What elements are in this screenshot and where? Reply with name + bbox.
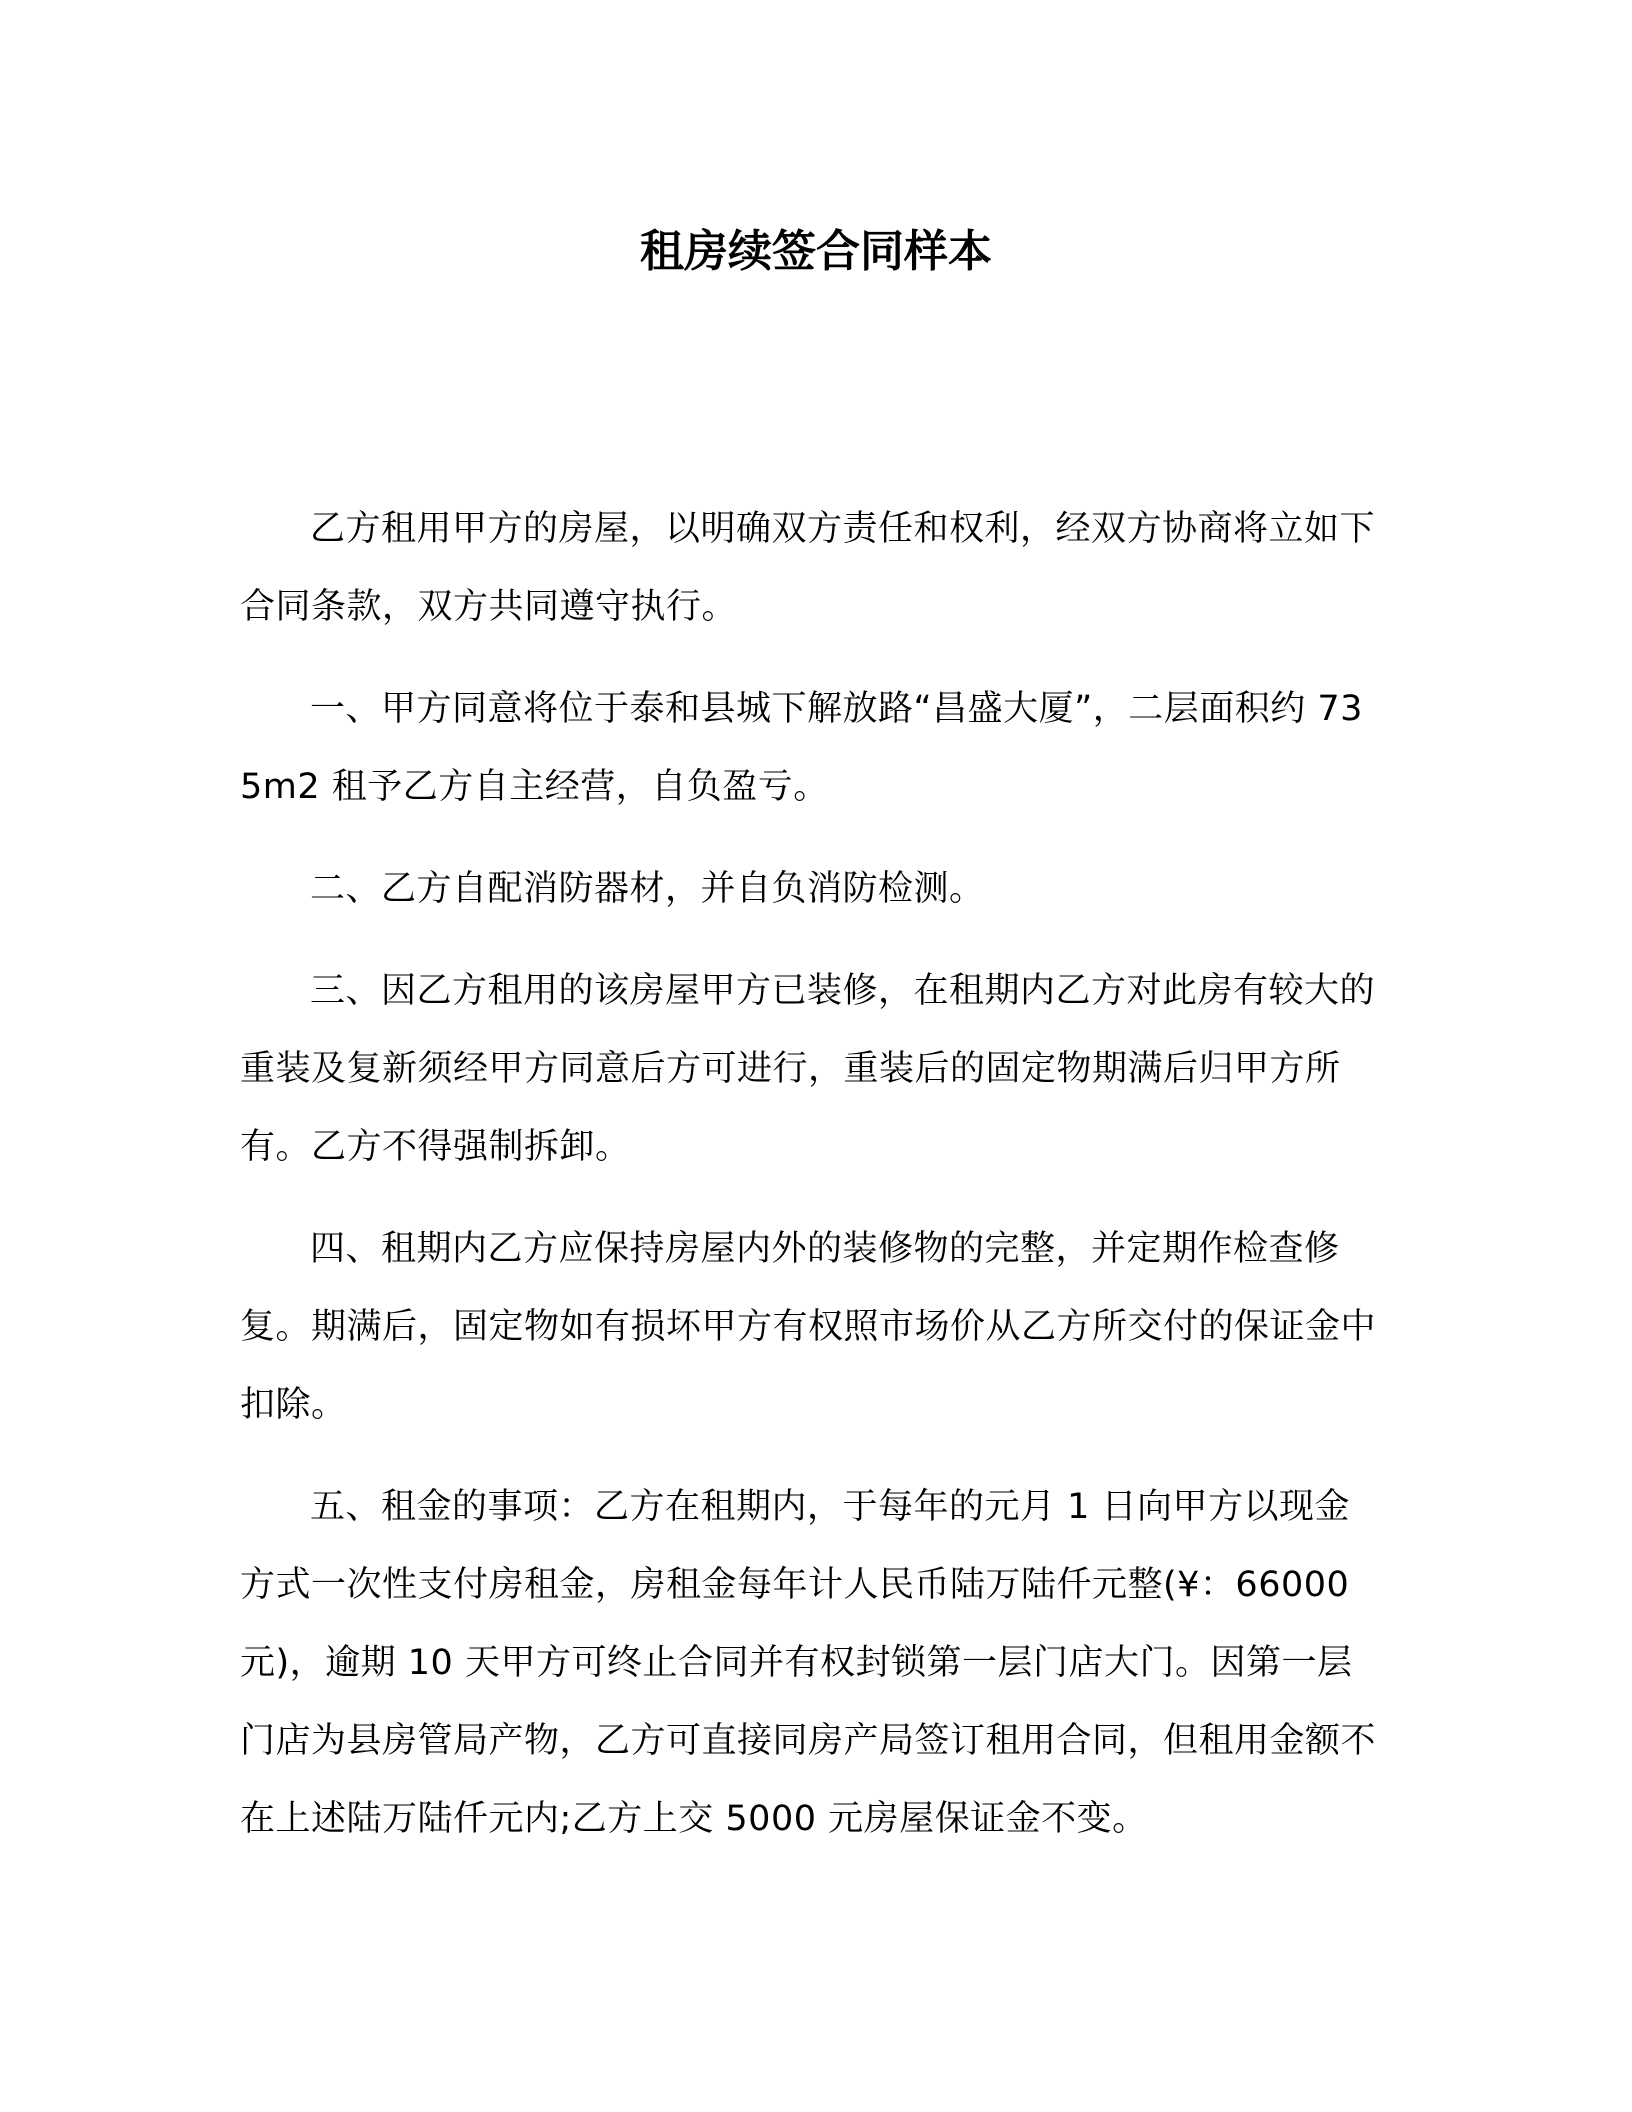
document-title: 租房续签合同样本 (640, 226, 992, 277)
document-body (240, 490, 1380, 1858)
clause-4-paragraph: 四、租期内乙方应保持房屋内外的装修物的完整，并定期作检查修复。期满后，固定物如有损坏甲方有权照市场价从乙方所交付的保证金中扣除。 (240, 1229, 1377, 1425)
clause-1-paragraph: 一、甲方同意将位于泰和县城下解放路“昌盛大厦”，二层面积约 735m2 租予乙方自主经营，自负盈亏。 (240, 689, 1363, 807)
clause-5-paragraph: 五、租金的事项：乙方在租期内，于每年的元月 1 日向甲方以现金方式一次性支付房租金，房租金每年计人民币陆万陆仟元整(¥：66000 元)，逾期 10 天甲方可终止合同并有权封锁第一层门店大门。因第一层门店为县房管局产物，乙方可直接同房产局签订租用合同，但租用金额不在上述陆万陆仟元内;乙方上交 5000 元房屋保证金不变。 (240, 1487, 1377, 1839)
clause-2-paragraph: 二、乙方自配消防器材，并自负消防检测。 (310, 869, 985, 909)
intro-paragraph: 乙方租用甲方的房屋，以明确双方责任和权利，经双方协商将立如下合同条款，双方共同遵守执行。 (240, 509, 1376, 627)
clause-3-paragraph: 三、因乙方租用的该房屋甲方已装修，在租期内乙方对此房有较大的重装及复新须经甲方同意后方可进行，重装后的固定物期满后归甲方所有。乙方不得强制拆卸。 (240, 971, 1376, 1167)
